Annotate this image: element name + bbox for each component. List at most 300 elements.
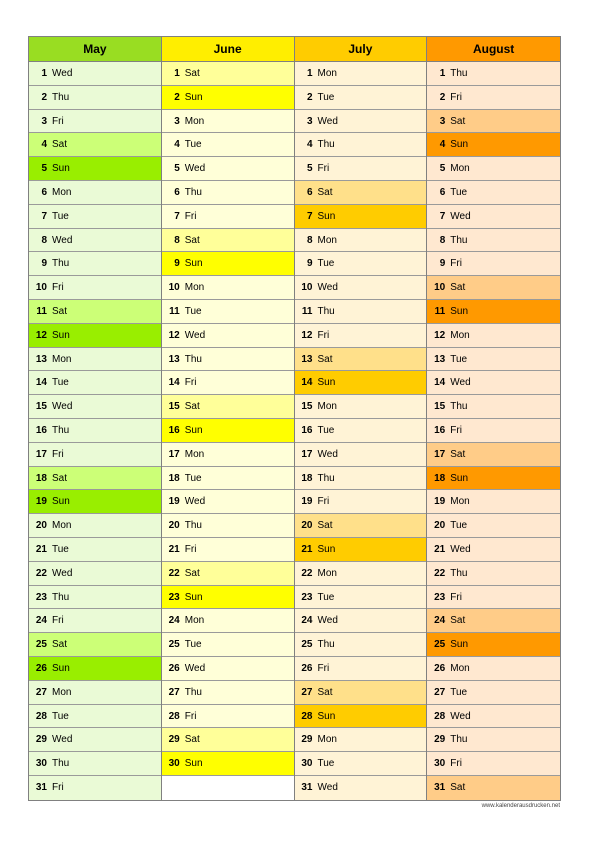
day-row [295,205,427,229]
weekday-label: Thu [52,758,70,770]
day-row [162,467,294,491]
day-number: 31 [301,781,313,793]
day-number: 12 [168,329,180,341]
day-row [295,538,427,562]
day-number: 17 [168,448,180,460]
weekday-label: Tue [317,591,335,603]
month-header: August [427,37,560,62]
weekday-label: Tue [317,758,335,770]
day-row [162,181,294,205]
day-number: 28 [434,710,446,722]
weekday-label: Fri [450,258,462,270]
weekday-label: Thu [317,472,335,484]
day-number: 24 [168,615,180,627]
day-row [162,62,294,86]
day-number: 25 [35,639,47,651]
day-number: 21 [168,543,180,555]
day-number: 5 [41,163,47,175]
day-number: 3 [306,115,313,127]
weekday-label: Thu [450,567,468,579]
day-number: 25 [168,639,180,651]
day-row [427,562,560,586]
day-row [295,586,427,610]
day-row [162,657,294,681]
day-number: 13 [35,353,47,365]
day-row [162,324,294,348]
weekday-label: Fri [52,615,64,627]
weekday-label: Fri [184,210,197,222]
day-number: 9 [439,258,446,270]
day-number: 6 [439,186,446,198]
day-row [295,514,427,538]
day-number: 28 [301,710,313,722]
day-number: 28 [35,710,47,722]
day-number: 24 [434,615,446,627]
weekday-label: Fri [450,758,462,770]
weekday-label: Tue [450,353,468,365]
weekday-label: Sun [184,424,203,436]
day-row [295,252,427,276]
day-row [162,681,294,705]
weekday-label: Fri [450,424,462,436]
day-row [162,633,294,657]
day-number: 23 [301,591,313,603]
day-row [295,110,427,134]
day-number: 3 [439,115,446,127]
day-number: 3 [41,115,47,127]
weekday-label: Wed [184,163,206,175]
day-row [162,538,294,562]
weekday-label: Tue [317,258,335,270]
weekday-label: Sun [52,496,70,508]
day-row [427,443,560,467]
weekday-label: Mon [317,401,337,413]
weekday-label: Sat [450,115,466,127]
day-row [295,776,427,800]
day-row [29,514,161,538]
day-row [29,371,161,395]
day-row [29,467,161,491]
weekday-label: Fri [317,496,330,508]
weekday-label: Mon [184,282,205,294]
day-row [162,276,294,300]
day-number: 26 [168,662,180,674]
weekday-label: Mon [52,520,72,532]
weekday-label: Wed [184,329,206,341]
weekday-label: Mon [450,662,470,674]
day-row [162,348,294,372]
day-row [427,157,560,181]
day-number: 26 [301,662,313,674]
weekday-label: Wed [450,710,471,722]
day-row [295,633,427,657]
day-row [295,276,427,300]
weekday-label: Thu [52,258,70,270]
day-number: 24 [301,615,313,627]
day-number: 9 [306,258,313,270]
day-number: 21 [434,543,446,555]
weekday-label: Sat [52,639,68,651]
day-row [29,205,161,229]
weekday-label: Sun [52,163,70,175]
day-number: 11 [301,305,313,317]
weekday-label: Sun [450,139,469,151]
day-number: 4 [41,139,47,151]
day-number: 10 [168,282,180,294]
day-number: 6 [41,186,47,198]
day-number: 8 [306,234,313,246]
day-number: 7 [306,210,313,222]
weekday-label: Tue [184,639,202,651]
weekday-label: Thu [450,734,468,746]
day-number: 14 [35,377,47,389]
day-row [427,419,560,443]
day-number: 21 [35,543,47,555]
weekday-label: Sun [450,472,469,484]
day-row [295,752,427,776]
day-row [427,776,560,800]
day-row [29,419,161,443]
day-number: 2 [41,91,47,103]
weekday-label: Tue [450,186,468,198]
day-row [427,633,560,657]
weekday-label: Wed [450,210,471,222]
day-number: 27 [168,686,180,698]
weekday-label: Mon [52,686,72,698]
weekday-label: Thu [450,234,468,246]
weekday-label: Thu [52,91,70,103]
day-number: 5 [439,163,446,175]
day-row [427,205,560,229]
day-row [295,467,427,491]
weekday-label: Fri [52,448,64,460]
day-row [427,395,560,419]
weekday-label: Mon [184,615,205,627]
weekday-label: Sat [317,186,333,198]
weekday-label: Wed [317,781,338,793]
weekday-label: Wed [450,377,471,389]
day-number: 16 [301,424,313,436]
day-number: 18 [301,472,313,484]
day-number: 5 [174,163,180,175]
day-row [295,300,427,324]
day-row [29,62,161,86]
weekday-label: Sun [184,258,203,270]
weekday-label: Sun [317,210,336,222]
day-row [29,86,161,110]
weekday-label: Wed [184,662,206,674]
day-number: 7 [439,210,446,222]
weekday-label: Sat [450,448,466,460]
day-number: 1 [174,68,180,79]
day-row [162,110,294,134]
weekday-label: Mon [52,353,72,365]
day-row [29,157,161,181]
day-row [162,705,294,729]
day-number: 7 [41,210,47,222]
day-row [162,490,294,514]
day-number: 18 [168,472,180,484]
weekday-label: Sat [184,567,200,579]
day-number: 6 [306,186,313,198]
weekday-label: Mon [317,68,337,79]
weekday-label: Sat [184,68,200,79]
day-number: 29 [434,734,446,746]
day-row [29,681,161,705]
weekday-label: Fri [317,329,330,341]
day-row [162,752,294,776]
day-row [29,490,161,514]
day-number: 12 [35,329,47,341]
day-number: 19 [301,496,313,508]
day-row [295,681,427,705]
weekday-label: Mon [450,329,470,341]
weekday-label: Fri [184,543,197,555]
day-row [162,157,294,181]
day-row [295,62,427,86]
day-number: 2 [306,91,313,103]
weekday-label: Sun [52,662,70,674]
weekday-label: Fri [52,282,64,294]
day-row [295,86,427,110]
weekday-label: Tue [52,210,69,222]
day-row [427,467,560,491]
day-row [162,586,294,610]
day-row [162,205,294,229]
day-row [162,562,294,586]
day-row [29,538,161,562]
weekday-label: Mon [317,234,337,246]
day-number: 4 [174,139,180,151]
day-number: 10 [434,282,446,294]
day-row [29,229,161,253]
weekday-label: Wed [52,567,73,579]
weekday-label: Sun [184,91,203,103]
day-row [295,395,427,419]
day-number: 31 [35,781,47,793]
day-number: 27 [301,686,313,698]
day-number: 17 [434,448,446,460]
day-number: 29 [35,734,47,746]
day-row [162,86,294,110]
day-number: 3 [174,115,180,127]
weekday-label: Sat [450,282,466,294]
day-number: 25 [434,639,446,651]
day-row [295,324,427,348]
weekday-label: Tue [184,472,202,484]
website-credit: www.kalenderausdrucken.net [481,803,560,809]
day-number: 18 [35,472,47,484]
month-header: July [295,37,427,62]
day-number: 11 [434,305,446,317]
weekday-label: Sun [52,329,70,341]
day-row [29,609,161,633]
month-column-august [427,37,560,800]
day-row [29,252,161,276]
weekday-label: Sat [184,401,200,413]
day-row [295,157,427,181]
day-row [162,252,294,276]
day-number: 27 [434,686,446,698]
day-number: 22 [168,567,180,579]
weekday-label: Fri [450,91,462,103]
day-number: 16 [35,424,47,436]
day-number: 15 [434,401,446,413]
day-row [427,229,560,253]
day-row [427,276,560,300]
day-row [295,133,427,157]
day-row [295,609,427,633]
weekday-label: Thu [450,68,468,79]
day-row [29,110,161,134]
weekday-label: Thu [184,186,202,198]
day-number: 29 [301,734,313,746]
day-row [427,86,560,110]
weekday-label: Wed [317,282,338,294]
weekday-label: Sun [317,710,336,722]
weekday-label: Tue [317,91,335,103]
day-number: 9 [174,258,180,270]
weekday-label: Wed [52,68,73,79]
day-number: 1 [41,68,47,79]
weekday-label: Thu [184,686,202,698]
day-row [29,181,161,205]
day-row [295,443,427,467]
day-row [427,657,560,681]
day-row [29,348,161,372]
day-number: 4 [439,139,446,151]
weekday-label: Sat [317,520,333,532]
day-row [29,633,161,657]
day-row [295,348,427,372]
day-row [427,252,560,276]
day-row [427,133,560,157]
day-row [427,490,560,514]
day-number: 30 [168,758,180,770]
weekday-label: Wed [184,496,206,508]
day-number: 10 [35,282,47,294]
day-row [427,681,560,705]
weekday-label: Tue [184,305,202,317]
day-number: 7 [174,210,180,222]
day-number: 20 [434,520,446,532]
day-number: 29 [168,734,180,746]
weekday-label: Mon [450,496,470,508]
weekday-label: Sun [317,543,336,555]
weekday-label: Sat [52,139,68,151]
weekday-label: Fri [317,662,330,674]
day-number: 14 [434,377,446,389]
weekday-label: Tue [184,139,202,151]
day-number: 19 [168,496,180,508]
weekday-label: Wed [52,734,73,746]
weekday-label: Wed [317,115,338,127]
day-number: 17 [301,448,313,460]
day-number: 30 [35,758,47,770]
day-row [295,419,427,443]
day-number: 24 [35,615,47,627]
weekday-label: Thu [52,424,70,436]
day-row [295,181,427,205]
day-number: 31 [434,781,446,793]
weekday-label: Sat [317,686,333,698]
weekday-label: Mon [450,163,470,175]
day-row [29,657,161,681]
day-number: 1 [306,68,313,79]
weekday-label: Mon [52,186,72,198]
weekday-label: Sat [52,472,68,484]
day-number: 22 [301,567,313,579]
weekday-label: Tue [450,520,468,532]
day-number: 8 [439,234,446,246]
day-number: 1 [439,68,446,79]
day-number: 2 [439,91,446,103]
day-number: 20 [168,520,180,532]
weekday-label: Fri [184,710,197,722]
weekday-label: Wed [52,401,73,413]
day-row [29,443,161,467]
day-number: 15 [35,401,47,413]
day-number: 12 [434,329,446,341]
day-row [427,110,560,134]
day-row [427,348,560,372]
day-number: 15 [301,401,313,413]
day-number: 2 [174,91,180,103]
day-row [427,62,560,86]
month-header: May [29,37,161,62]
weekday-label: Thu [317,305,335,317]
day-row [29,705,161,729]
month-column-july [295,37,428,800]
day-row [29,276,161,300]
weekday-label: Tue [317,424,335,436]
day-number: 23 [168,591,180,603]
weekday-label: Wed [317,448,338,460]
day-row [29,776,161,800]
weekday-label: Sat [450,615,466,627]
weekday-label: Sun [450,639,469,651]
day-number: 16 [168,424,180,436]
weekday-label: Wed [317,615,338,627]
day-number: 17 [35,448,47,460]
day-row [295,371,427,395]
day-number: 26 [434,662,446,674]
weekday-label: Fri [52,781,64,793]
day-number: 21 [301,543,313,555]
month-column-june [162,37,295,800]
weekday-label: Sat [450,781,466,793]
weekday-label: Mon [317,734,337,746]
day-number: 26 [35,662,47,674]
day-row [295,728,427,752]
weekday-label: Sun [184,591,203,603]
weekday-label: Wed [52,234,73,246]
day-number: 30 [301,758,313,770]
day-number: 10 [301,282,313,294]
day-number: 11 [169,305,180,317]
day-number: 13 [301,353,313,365]
empty-cell [162,776,294,800]
day-number: 8 [41,234,47,246]
day-row [162,728,294,752]
day-row [295,657,427,681]
day-row [29,324,161,348]
day-row [427,514,560,538]
day-number: 20 [35,520,47,532]
weekday-label: Fri [184,377,197,389]
day-number: 11 [36,305,47,317]
day-row [29,395,161,419]
